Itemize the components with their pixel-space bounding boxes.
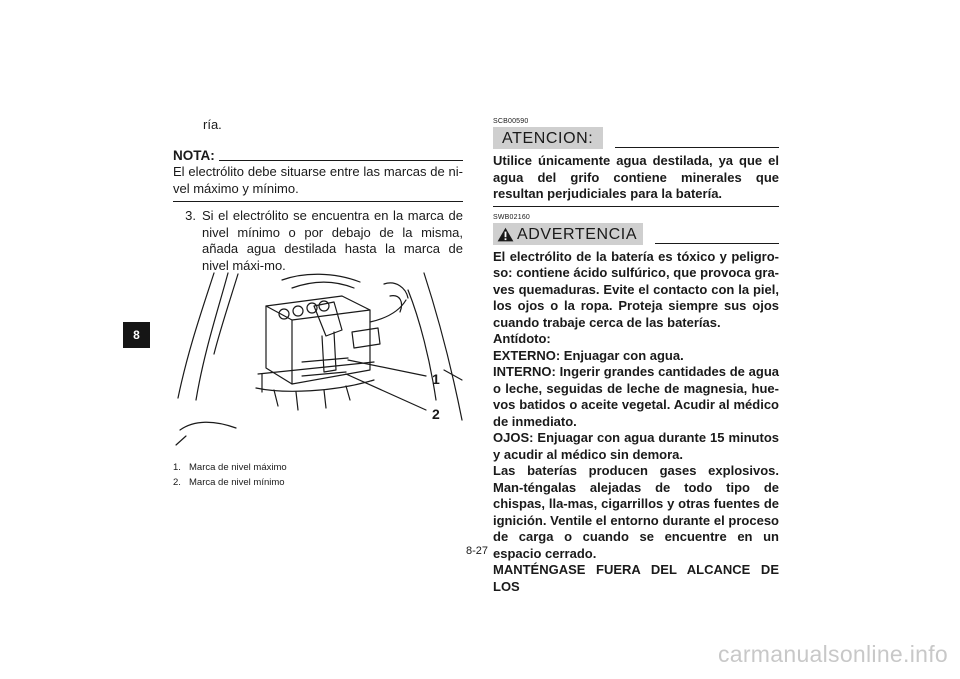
left-column [173,117,463,274]
callout-1: 1 [432,371,440,387]
warning-paragraph: INTERNO: Ingerir grandes cantidades de agua o leche, seguidas de leche de magnesia, hue-vos batidos o aceite vegetal. Acudir al médico de inmediato. [493,364,779,429]
battery-figure [174,270,464,448]
warning-triangle-icon [497,227,514,242]
watermark: carmanualsonline.info [717,641,948,667]
caution-label: ATENCION: [493,127,603,149]
caption-item [173,475,287,490]
caution-header [493,127,779,149]
caution-code: SCB00590 [493,118,529,125]
nota-rule [219,160,463,161]
page-number: 8-27 [466,545,489,557]
nota-label: NOTA: [173,147,215,163]
step-number: 3. [185,208,196,223]
nota-end-rule [173,201,463,202]
warning-paragraph: El electrólito de la batería es tóxico y peligro-so: contiene ácido sulfúrico, que provoca gra-ves quemaduras. Evite el contacto con la piel, los ojos o la ropa. Proteja siempre sus ojos cuando trabaje cerca de las baterías. [493,248,779,330]
caption-text: Marca de nivel máximo [189,462,287,473]
caution-header-rule [615,147,779,148]
warning-header-rule [655,243,779,244]
caution-end-rule [493,206,779,207]
warning-paragraph: Antídoto: [493,331,551,346]
caption-text: Marca de nivel mínimo [189,477,285,488]
warning-code: SWB02160 [493,213,531,221]
continued-text: ría. [203,117,222,132]
warning-paragraph: EXTERNO: Enjuagar con agua. [493,347,684,363]
chapter-tab: 8 [123,322,150,348]
warning-paragraph: Las baterías producen gases explosivos. Man-téngalas alejadas de todo tipo de chispas, lla-mas, cigarrillos y otras fuentes de ignición. Ventile el entorno durante el proceso de carga o cuando se encuentre en un espacio cerrado. [493,463,779,561]
step-text: Si el electrólito se encuentra en la marca de nivel mínimo o por debajo de la misma, añada agua destilada hasta la marca de nivel máxi-mo. [202,208,463,273]
caption-item [173,460,287,475]
right-column [493,118,779,595]
nota-header [173,148,463,165]
warning-label-box [493,223,643,245]
warning-paragraph: OJOS: Enjuagar con agua durante 15 minutos y acudir al médico sin demora. [493,430,779,462]
caption-number: 2. [173,477,181,488]
caption-number: 1. [173,462,181,473]
step-item [173,208,463,274]
warning-paragraph: MANTÉNGASE FUERA DEL ALCANCE DE LOS [493,562,779,594]
figure-captions [173,460,287,490]
warning-label: ADVERTENCIA [517,225,638,243]
nota-text: El electrólito debe situarse entre las marcas de ni-vel máximo y mínimo. [173,164,463,196]
warning-header [493,223,779,245]
callout-2: 2 [432,406,440,422]
caution-text: Utilice únicamente agua destilada, ya que el agua del grifo contiene minerales que resultan perjudiciales para la batería. [493,153,779,201]
